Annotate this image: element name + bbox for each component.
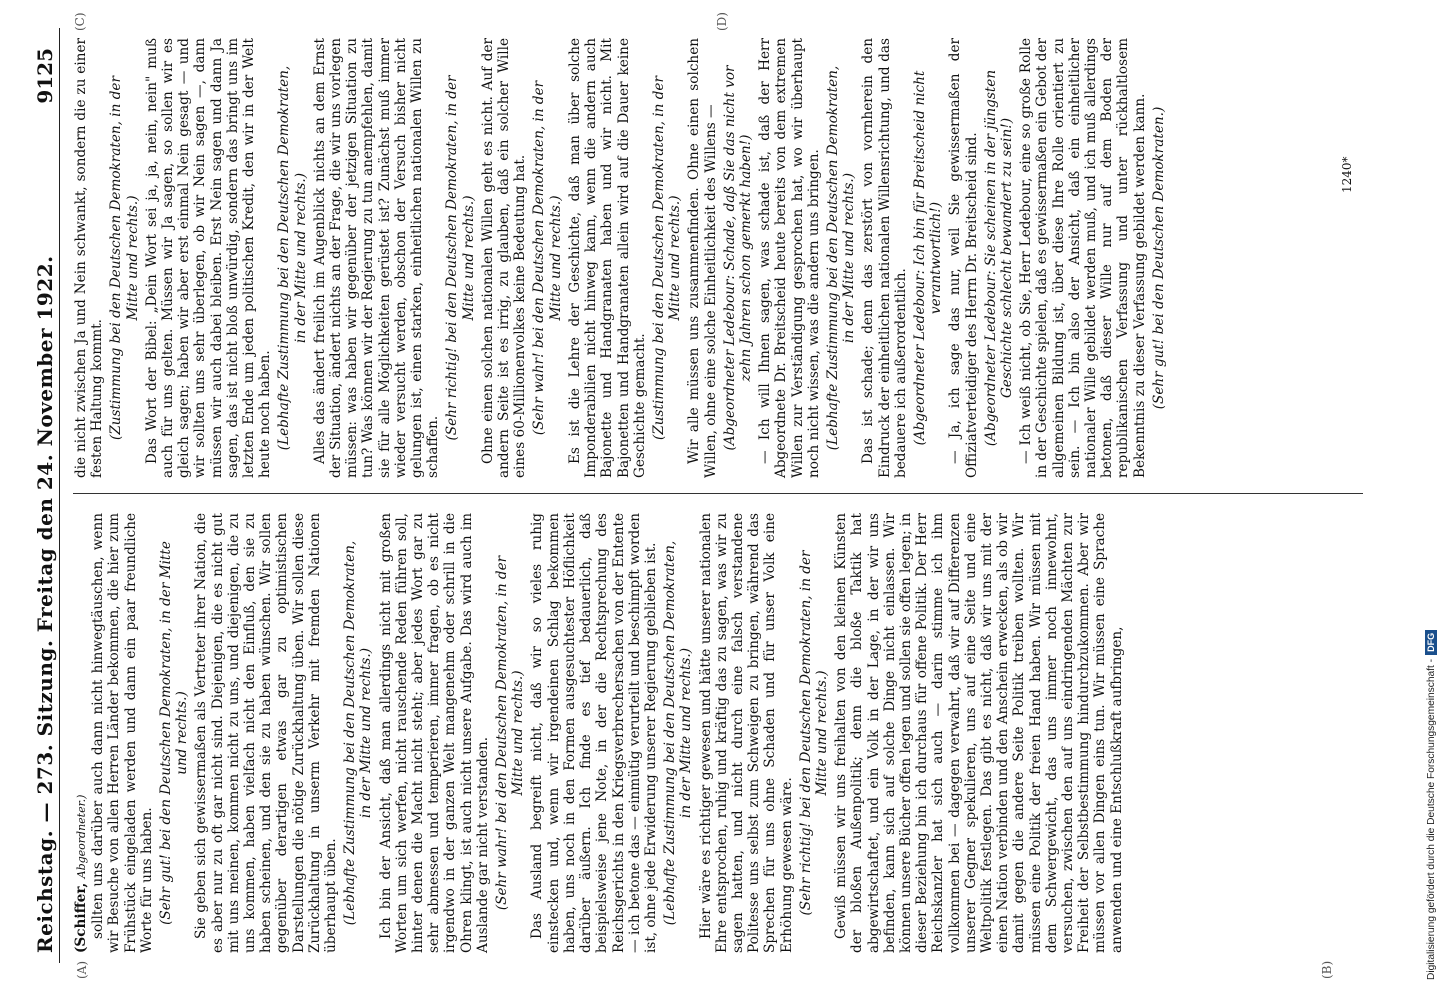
interjection: (Lebhafte Zustimmung bei den Deutschen Demokraten, in der Mitte und rechts.) <box>662 540 695 926</box>
speech-paragraph: Hier wäre es richtiger gewesen und hätte unserer nationalen Ehre entsprochen, ruhig und kräftig das zu sagen, was wir zu sagen hatten, und nicht durch eine falsch verstandene Politesse uns selbst zum Schweigen zu bringen, während das Sprechen für uns ohne Schaden und für unser Volk eine Erhöhung gewesen wäre. <box>697 513 795 953</box>
digitization-text: Digitalisierung gefördert durch die Deutsche Forschungsgemeinschaft - <box>1426 658 1437 980</box>
digitization-note <box>1416 20 1437 980</box>
interjection: (Sehr richtig! bei den Deutschen Demokraten, in der Mitte und rechts.) <box>797 550 830 916</box>
interjection: (Sehr wahr! bei den Deutschen Demokraten, in der Mitte und rechts.) <box>531 80 564 436</box>
interjection: (Lebhafte Zustimmung bei den Deutschen Demokraten, in der Mitte und rechts.) <box>276 65 309 451</box>
speech-paragraph: Es ist die Lehre der Geschichte, daß man über solche Imponderabilien nicht hinweg kann, wenn die andern auch Bajonette und Handgranaten haben und wir nicht. Mit Bajonetten und Handgranaten allein wird auf die Dauer keine Geschichte gemacht. <box>566 38 648 478</box>
speech-paragraph: Alles das ändert freilich im Augenblick nichts an dem Ernst der Situation, ändert nichts an der Frage, die wir uns vorlegen müssen: was haben wir gegenüber der jetzigen Situation zu tun? Was können wir der Regierung zu tun anempfehlen, damit sie für alle Möglichkeiten gerüstet ist? Zunächst muß immer wieder versucht werden, obschon der Versuch bisher nicht gelungen ist, einen starken, einheitlichen nationalen Willen zu schaffen. <box>311 38 442 478</box>
interjection: (Abgeordneter Ledebour: Schade, daß Sie das nicht vor zehn Jahren schon gemerkt haben!) <box>721 65 754 451</box>
speech-paragraph: Ohne einen solchen nationalen Willen geht es nicht. Auf der andern Seite ist es irrig, zu glauben, daß ein solcher Wille eines 60-Millionenvolkes keine Bedeutung hat. <box>479 38 529 478</box>
interjection: (Abgeordneter Ledebour: Ich bin für Breitscheid nicht verantwortlich!) <box>911 70 945 446</box>
margin-letter-c: (C) <box>73 12 87 31</box>
speech-paragraph: Gewiß müssen wir uns freihalten von den kleinen Künsten der bloßen Außenpolitik; denn die bloße Taktik hat abgewirtschaftet, und ein Volk in der Lage, in der wir uns befinden, kann sich auf solche Dinge nicht einlassen. Wir können unsere Bücher offen legen und sollen sie offen legen; in dieser Beziehung bin ich durchaus für offene Politik. Der Herr Reichskanzler hat sich auch — darin stimme ich ihm vollkommen bei — dagegen verwahrt, daß wir auf Differenzen unserer Gegner spekulieren, uns auf eine Seite und eine Weltpolitik festlegen. Das gibt es nicht, daß wir uns mit der einen Nation verbinden und den Anschein erwecken, als ob wir damit gegen die andere Seite Politik treiben wollten. Wir müssen eine Politik der freien Hand haben. Wir müssen mit dem Schwergewicht, das uns immer noch innewohnt, versuchen, zwischen den auf uns eindringenden Mächten zur Freiheit der Selbstbestimmung hindurchzukommen. Aber wir müssen vor allen Dingen eins tun. Wir müssen eine Sprache anwenden und eine Entschlußkraft aufbringen, <box>833 513 1125 953</box>
interjection: (Lebhafte Zustimmung bei den Deutschen Demokraten, in der Mitte und rechts.) <box>824 65 858 451</box>
speech-paragraph: — Ja, ich sage das nur, weil Sie gewissermaßen der Offiziatverteidiger des Herrn Dr. Breitscheid sind. <box>947 38 980 478</box>
speech-paragraph: Ich bin der Ansicht, daß man allerdings nicht mit großen Worten um sich werfen, nicht rauschende Reden führen soll, hinter denen die Macht nicht steht; aber jedes Wort gar zu sehr abmessen und temperieren, immer fragen, ob es nicht irgendwo in der ganzen Welt mangenehm oder schrill in die Ohren klingt, ist auch nicht unsere Aufgabe. Das wird auch im Auslande gar nicht verstanden. <box>377 513 491 953</box>
interjection: (Zustimmung bei den Deutschen Demokraten, in der Mitte und rechts.) <box>650 76 684 440</box>
interjection: (Sehr richtig! bei den Deutschen Demokraten, in der Mitte und rechts.) <box>444 75 477 441</box>
interjection: (Sehr gut! bei den Deutschen Demokraten, in der Mitte und rechts.) <box>158 541 191 925</box>
speech-paragraph: sollten uns darüber auch dann nicht hinwegtäuschen, wenn wir Besuche von allen Herren Länder bekommen, die hier zum Frühstück eingeladen werden und dann ein paar freundliche Worte für uns haben. <box>90 513 155 953</box>
speech-paragraph: Das Ausland begreift nicht, daß wir so vieles ruhig einstecken und, wenn wir irgendeinen Schlag bekommen haben, uns noch in den Formen ausgesuchtester Höflichkeit darüber äußern. Ich finde es tief bedauerlich, daß beispielsweise jene Note, in der die Rechtsprechung des Reichsgerichts in den Kriegsverbrechersachen von der Entente — ich betone das — einmütig verurteilt und beschimpft worden ist, ohne jede Erwiderung unserer Regierung geblieben ist. <box>529 513 659 953</box>
page-number: 9125 <box>33 48 57 104</box>
speech-paragraph: Das Wort der Bibel: „Dein Wort sei ja, ja, nein, nein" muß auch für uns gelten. Müssen wir Ja sagen, so sollen wir es gleich sagen; haben wir aber erst einmal Nein gesagt — und wir sollten uns sehr überlegen, ob wir Nein sagen —, dann müssen wir auch dabei bleiben. Erst Nein sagen und dann Ja sagen, das ist nicht bloß unwürdig, sondern das bringt uns im letzten Ende um jeden politischen Kredit, den wir in der Welt heute noch haben. <box>143 38 274 478</box>
dfg-logo: DFG <box>1425 630 1437 655</box>
interjection: (Abgeordneter Ledebour: Sie scheinen in der jüngsten Geschichte schlecht bewandert zu sein!) <box>982 69 1015 447</box>
header-title: Reichstag. — 273. Sitzung. Freitag den 24. November 1922. <box>33 255 57 953</box>
margin-letter-d: (D) <box>715 12 729 31</box>
speaker-line <box>73 513 90 953</box>
margin-letter-a: (A) <box>75 960 89 979</box>
speech-paragraph: — Ich weiß nicht, ob Sie, Herr Ledebour, eine so große Rolle in der Geschichte spielen, daß es gewissermaßen ein Gebot der allgemeinen Bildung ist, über diese Ihre Rolle orientiert zu sein. — Ich bin also der Ansicht, daß ein einheitlicher nationaler Wille gebildet werden muß, und ich muß allerdings betonen, daß dieser Wille nur auf dem Boden der republikanischen Verfassung und unter rückhaltlosem Bekenntnis zu dieser Verfassung gebildet werden kann. <box>1018 38 1148 478</box>
column-divider <box>73 493 1363 494</box>
speech-paragraph: Das ist schade; denn das zerstört von vornherein den Eindruck der einheitlichen nationalen Willensrichtung, und das bedauere ich außerordentlich. <box>860 38 909 478</box>
interjection: (Lebhafte Zustimmung bei den Deutschen Demokraten, in der Mitte und rechts.) <box>342 540 375 926</box>
speech-paragraph: Sie geben sich gewissermaßen als Vertreter ihrer Nation, die es aber nur zu oft gar nicht sind. Diejenigen, die es nicht gut mit uns meinen, kommen nicht zu uns, und diejenigen, die zu uns kommen, haben vielfach nicht den Einfluß, den sie zu haben scheinen, und den sie zu haben wünschen. Wir sollen gegenüber derartigen etwas gar zu optimistischen Darstellungen die nötige Zurückhaltung üben. Wir sollen diese Zurückhaltung in unserm Verkehr mit fremden Nationen überhaupt üben. <box>193 513 340 953</box>
speech-paragraph: die nicht zwischen Ja und Nein schwankt, sondern die zu einer festen Haltung kommt. <box>73 38 106 478</box>
interjection: (Sehr gut! bei den Deutschen Demokraten.) <box>1150 106 1167 410</box>
interjection: (Sehr wahr! bei den Deutschen Demokraten, in der Mitte und rechts.) <box>494 555 527 911</box>
right-column <box>73 38 1373 478</box>
speaker-role: Abgeordneter.) <box>75 794 88 879</box>
header-rule <box>59 28 60 963</box>
left-column <box>73 513 1373 953</box>
speech-paragraph: Wir alle müssen uns zusammenfinden. Ohne einen solchen Willen, ohne eine solche Einheitlichkeit des Willens — <box>686 38 719 478</box>
speaker-name: (Schiffer, <box>73 882 89 953</box>
page-reference: 1240* <box>1340 156 1354 193</box>
rotated-document-page <box>15 8 1415 983</box>
page-header <box>33 8 67 983</box>
speech-paragraph: — Ich will Ihnen sagen, was schade ist, daß der Herr Abgeordnete Dr. Breitscheid heute bereits von dem extremen Willen zur Verständigung gesprochen hat, wo wir überhaupt noch nicht wissen, was die andern uns bringen. <box>757 38 822 478</box>
interjection: (Zustimmung bei den Deutschen Demokraten, in der Mitte und rechts.) <box>108 76 141 440</box>
margin-letter-b: (B) <box>1320 960 1334 979</box>
